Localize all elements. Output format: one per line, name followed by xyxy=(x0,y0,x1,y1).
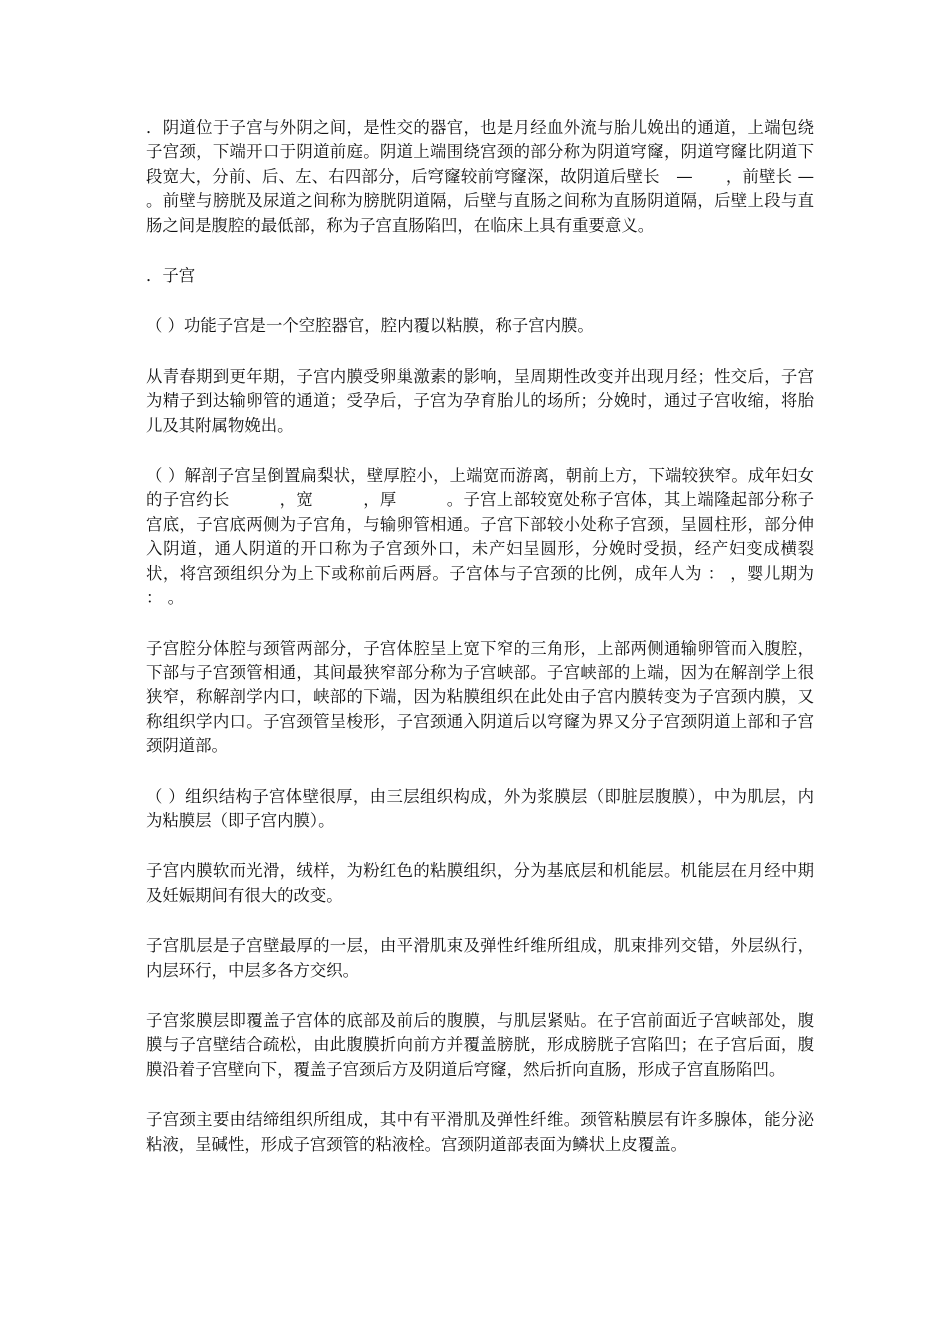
paragraph-uterine-cavity: 子宫腔分体腔与颈管两部分，子宫体腔呈上宽下窄的三角形，上部两侧通输卵管而入腹腔，下部与子宫颈管相通，其间最狭窄部分称为子宫峡部。子宫峡部的上端，因为在解剖学上很狭窄，称解剖学内口，峡部的下端，因为粘膜组织在此处由子宫内膜转变为子宫颈内膜，又称组织学内口。子宫颈管呈梭形，子宫颈通入阴道后以穹窿为界又分子宫颈阴道上部和子宫颈阴道部。 xyxy=(146,638,814,756)
paragraph-uterus-cycle: 从青春期到更年期，子宫内膜受卵巢激素的影响，呈周期性改变并出现月经；性交后，子宫为精子到达输卵管的通道；受孕后，子宫为孕育胎儿的场所；分娩时，通过子宫收缩，将胎儿及其附属物娩出。 xyxy=(146,366,814,435)
paragraph-vagina: ．阴道位于子宫与外阴之间，是性交的器官，也是月经血外流与胎儿娩出的通道，上端包绕子宫颈，下端开口于阴道前庭。阴道上端围绕宫颈的部分称为阴道穹窿，阴道穹窿比阴道下段宽大，分前、后、左、右四部分，后穹窿较前穹窿深，故阴道后壁长 — ，前壁长 — 。前壁与膀胱及尿道之间称为膀胱阴道隔，后壁与直肠之间称为直肠阴道隔，后壁上段与直肠之间是腹腔的最低部，称为子宫直肠陷凹，在临床上具有重要意义。 xyxy=(146,118,847,235)
document-page xyxy=(146,116,847,1183)
paragraph-uterus-anatomy: （ ）解剖子宫呈倒置扁梨状，壁厚腔小，上端宽而游离，朝前上方，下端较狭窄。成年妇女的子宫约长 ，宽 ，厚 。子宫上部较宽处称子宫体，其上端隆起部分称子宫底，子宫底两侧为子宫角，与输卵管相通。子宫下部较小处称子宫颈，呈圆柱形，部分伸入阴道，通人阴道的开口称为子宫颈外口，未产妇呈圆形，分娩时受损，经产妇变成横裂状，将宫颈组织分为上下或称前后两唇。子宫体与子宫颈的比例，成年人为 ： ，婴儿期为 ： 。 xyxy=(146,466,814,608)
paragraph-cervix: 子宫颈主要由结缔组织所组成，其中有平滑肌及弹性纤维。颈管粘膜层有许多腺体，能分泌粘液，呈碱性，形成子宫颈管的粘液栓。宫颈阴道部表面为鳞状上皮覆盖。 xyxy=(146,1110,814,1154)
paragraph-uterus-function: （ ）功能子宫是一个空腔器官，腔内覆以粘膜，称子宫内膜。 xyxy=(146,316,594,336)
paragraph-endometrium: 子宫内膜软而光滑，绒样，为粉红色的粘膜组织，分为基底层和机能层。机能层在月经中期及妊娠期间有很大的改变。 xyxy=(146,861,814,905)
paragraph-tissue-structure: （ ）组织结构子宫体壁很厚，由三层组织构成，外为浆膜层（即脏层腹膜），中为肌层，内为粘膜层（即子宫内膜）。 xyxy=(146,786,814,830)
heading-uterus: ．子宫 xyxy=(146,266,196,286)
paragraph-serosa: 子宫浆膜层即覆盖子宫体的底部及前后的腹膜，与肌层紧贴。在子宫前面近子宫峡部处，腹膜与子宫壁结合疏松，由此腹膜折向前方并覆盖膀胱，形成膀胱子宫陷凹；在子宫后面，腹膜沿着子宫壁向下，覆盖子宫颈后方及阴道后穹窿，然后折向直肠，形成子宫直肠陷凹。 xyxy=(146,1010,814,1079)
paragraph-myometrium: 子宫肌层是子宫壁最厚的一层，由平滑肌束及弹性纤维所组成，肌束排列交错，外层纵行，内层环行，中层多各方交织。 xyxy=(146,936,814,980)
